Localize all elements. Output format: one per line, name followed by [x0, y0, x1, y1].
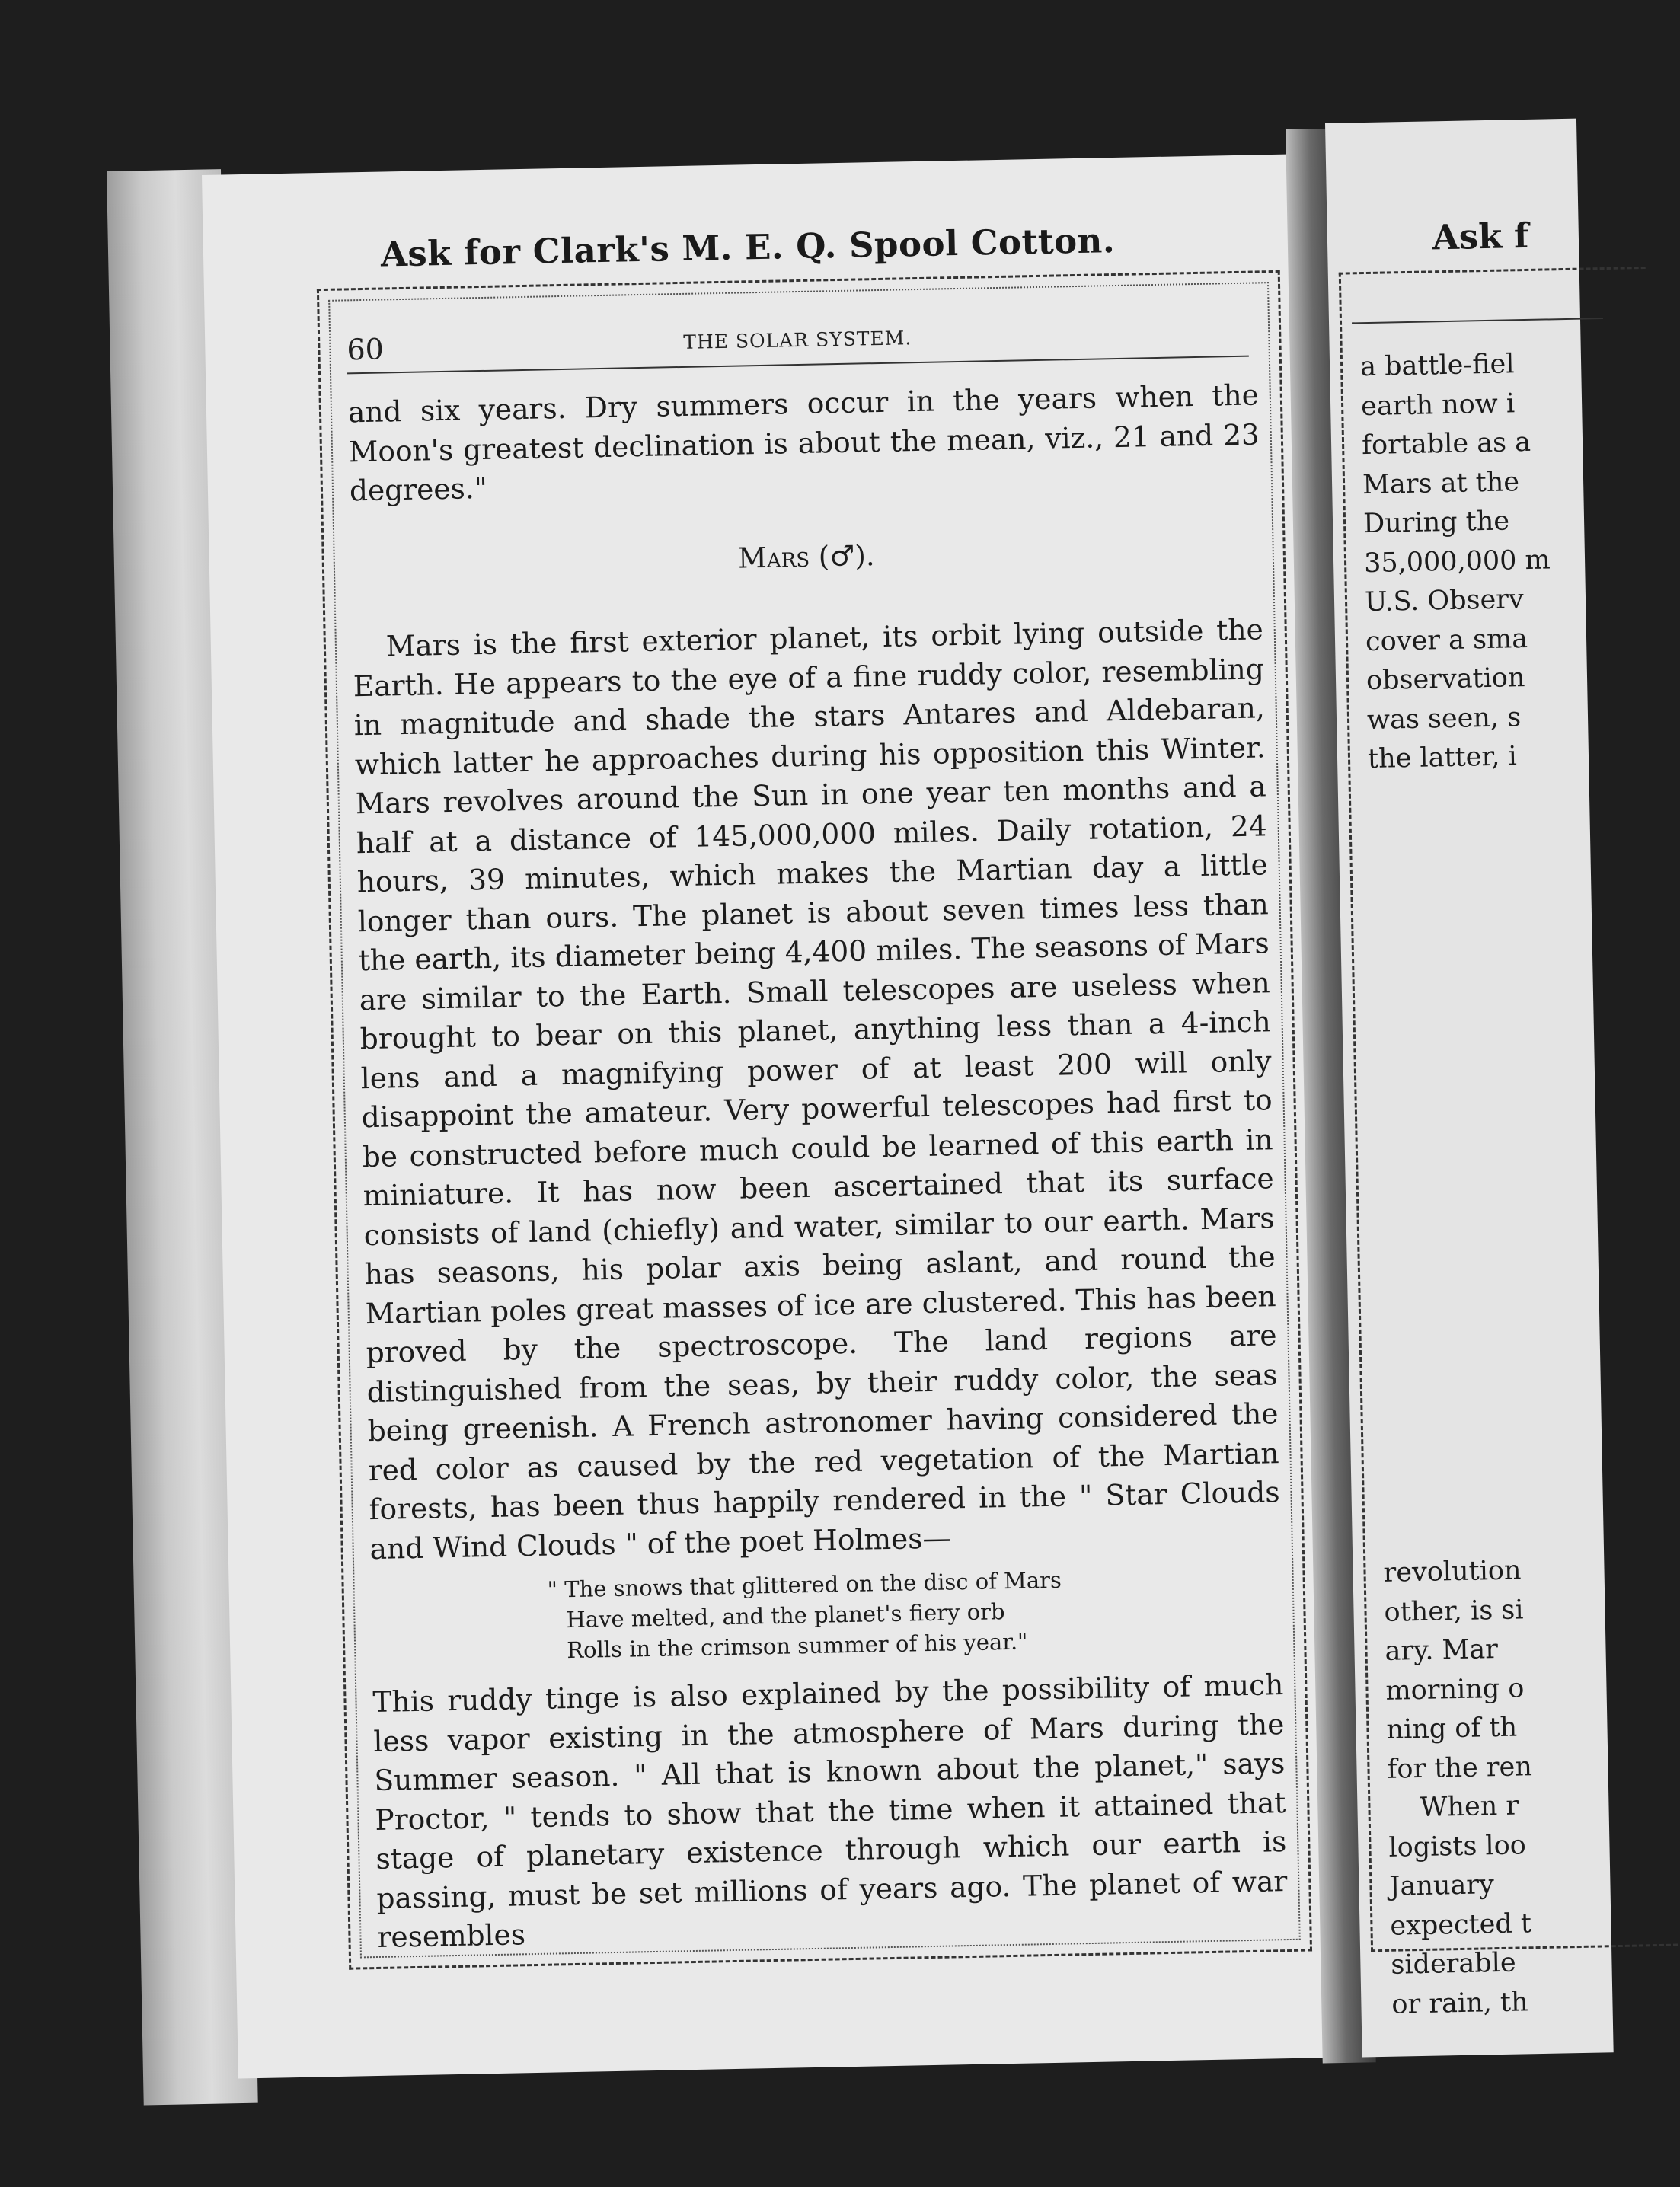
page-border — [317, 270, 1312, 1970]
page-number: 60 — [347, 332, 385, 367]
text-line: the latter, i — [1367, 741, 1518, 775]
text-line: ary. Mar — [1385, 1634, 1499, 1667]
text-line: or rain, th — [1391, 1986, 1528, 2020]
running-head: THE SOLAR SYSTEM. — [683, 327, 912, 353]
advertisement-header: Ask f — [1432, 215, 1529, 258]
text-line: siderable — [1391, 1947, 1516, 1981]
paragraph-ruddy-tinge: This ruddy tinge is also explained by the possibility of much less vapor existing in the atmosphere of Mars during the Summer season. " All that is known about the planet," says Proctor, " tends to show that the time when it attained that stage of planetary existence through which our earth is passing, must be set millions of years ago. The planet of war resembles — [372, 1668, 1288, 1954]
text-line: morning o — [1385, 1672, 1525, 1706]
paragraph-continuation: and six years. Dry summers occur in the years when the Moon's greatest declination is about the mean, viz., 21 and 23 degrees." — [347, 378, 1260, 508]
text-line: cover a sma — [1365, 623, 1528, 657]
advertisement-header: Ask for Clark's M. E. Q. Spool Cotton. — [380, 220, 1116, 275]
text-line: During the — [1362, 506, 1510, 540]
left-page — [202, 155, 1327, 2079]
text-line: for the ren — [1387, 1751, 1533, 1785]
text-line: was seen, s — [1366, 701, 1522, 736]
section-heading: Mars (♂). — [737, 538, 875, 575]
text-line: observation — [1365, 662, 1525, 697]
text-line: expected t — [1390, 1908, 1532, 1942]
text-fragment-top — [1360, 343, 1620, 780]
text-line: fortable as a — [1361, 426, 1531, 461]
page-body — [348, 375, 1289, 1957]
paragraph-mars: Mars is the first exterior planet, its orbit lying outside the Earth. He appears to the eye of a fine ruddy color, resembling in magnitude and shade the stars Antares and Aldebaran, which latter he approaches during his opposition this Winter. Mars revolves around the Sun in one year ten months and a half at a distance of 145,000,000 miles. Daily rotation, 24 hours, 39 minutes, which makes the Martian day a little longer than ours. The planet is about seven times less than the earth, its diameter being 4,400 miles. The seasons of Mars are similar to the Earth. Small telescopes are useless when brought to bear on this planet, anything less than a 4-inch lens and a magnifying power of at least 200 will only disappoint the amateur. Very powerful telescopes had first to be constructed before much could be learned of this earth in miniature. It has now been ascertained that its surface consists of land (chiefly) and water, similar to our earth. Mars has seasons, his polar axis being aslant, and round the Martian poles great masses of ice are clustered. This has been proved by the spectroscope. The land regions are distinguished from the seas, by their ruddy color, the seas being greenish. A French astronomer having considered the red color as caused by the red vegetation of the Martian forests, has been thus happily rendered in the " Star Clouds and Wind Clouds " of the poet Holmes— — [353, 612, 1280, 1566]
text-line: January — [1389, 1869, 1495, 1902]
text-fragment-bottom — [1383, 1550, 1643, 2025]
text-line: other, is si — [1384, 1594, 1524, 1628]
text-line: U.S. Observ — [1364, 584, 1525, 618]
text-line: When r — [1420, 1790, 1519, 1824]
text-line: a battle-fiel — [1359, 349, 1515, 383]
text-line: logists loo — [1388, 1829, 1527, 1863]
poem-line: Have melted, and the planet's fiery orb — [566, 1598, 1005, 1633]
text-line: earth now i — [1360, 388, 1516, 422]
text-line: Mars at the — [1362, 466, 1520, 500]
right-page — [1325, 119, 1614, 2058]
text-line: 35,000,000 m — [1363, 544, 1551, 579]
poem-line: Rolls in the crimson summer of his year." — [566, 1628, 1028, 1664]
text-line: revolution — [1383, 1555, 1522, 1588]
poem-quote — [547, 1560, 1282, 1665]
poem-line: " The snows that glittered on the disc of Mars — [547, 1566, 1062, 1603]
text-line: ning of th — [1386, 1712, 1518, 1745]
